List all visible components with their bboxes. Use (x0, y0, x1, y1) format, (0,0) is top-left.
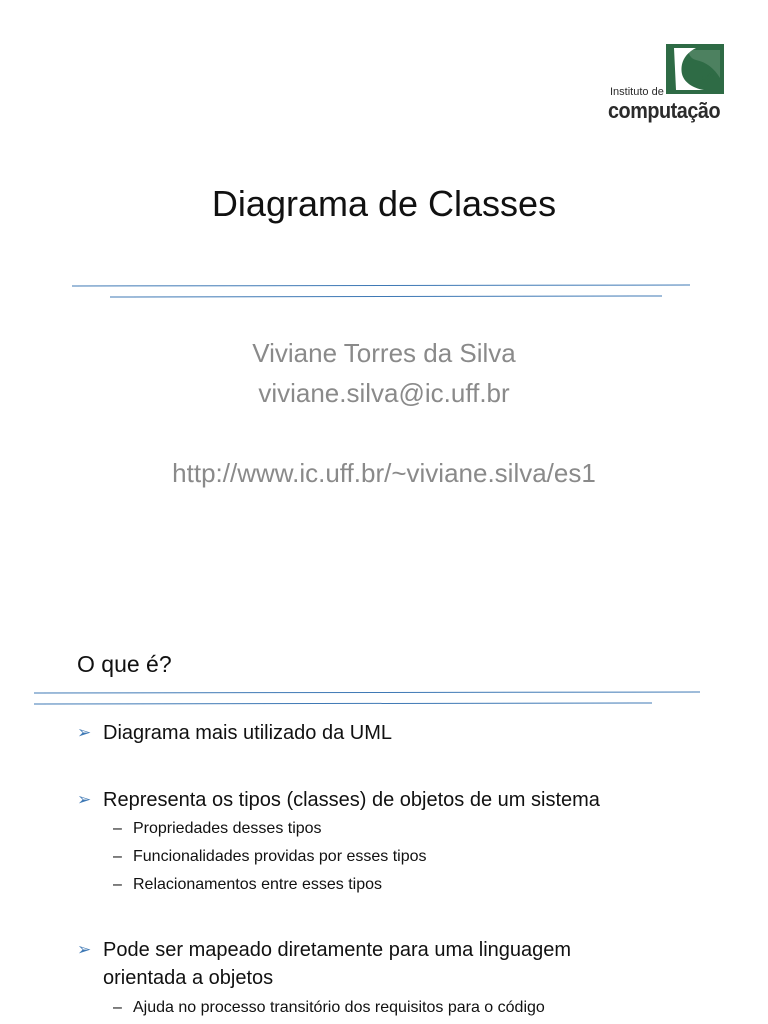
title-underline-rule (0, 687, 768, 711)
bullet-text-line1: Pode ser mapeado diretamente para uma linguagem (103, 939, 572, 961)
sub-bullet-text: Funcionalidades providas por esses tipos (133, 848, 427, 865)
author-name: Viviane Torres da Silva (252, 338, 516, 368)
bullet-arrow-icon: ➢ (77, 790, 92, 809)
author-url: http://www.ic.uff.br/~viviane.silva/es1 (172, 458, 596, 488)
uff-logo (606, 42, 730, 128)
dash-icon: – (113, 820, 122, 837)
uff-logo-mark-icon (666, 44, 724, 94)
bullet-text: Diagrama mais utilizado da UML (103, 722, 393, 744)
content-slide (0, 512, 768, 1024)
logo-line2: computação (608, 98, 721, 123)
author-email: viviane.silva@ic.uff.br (258, 378, 510, 408)
bullet-text-line2: orientada a objetos (103, 967, 274, 989)
bullet-text: Representa os tipos (classes) de objetos de um sistema (103, 789, 600, 811)
sub-bullet-text: Relacionamentos entre esses tipos (133, 876, 383, 893)
slide-title: Diagrama de Classes (211, 183, 557, 224)
sub-bullet-text: Propriedades desses tipos (133, 820, 322, 837)
dash-icon: – (113, 999, 122, 1016)
logo-line1: Instituto de (610, 86, 664, 98)
dash-icon: – (113, 848, 122, 865)
slide-title: O que é? (77, 651, 172, 677)
dash-icon: – (113, 876, 122, 893)
sub-bullet-text: Ajuda no processo transitório dos requisitos para o código (133, 999, 545, 1016)
bullet-arrow-icon: ➢ (77, 940, 92, 959)
title-underline-rule (0, 280, 768, 304)
bullet-arrow-icon: ➢ (77, 723, 92, 742)
logo-mark-text: uff (702, 72, 714, 82)
